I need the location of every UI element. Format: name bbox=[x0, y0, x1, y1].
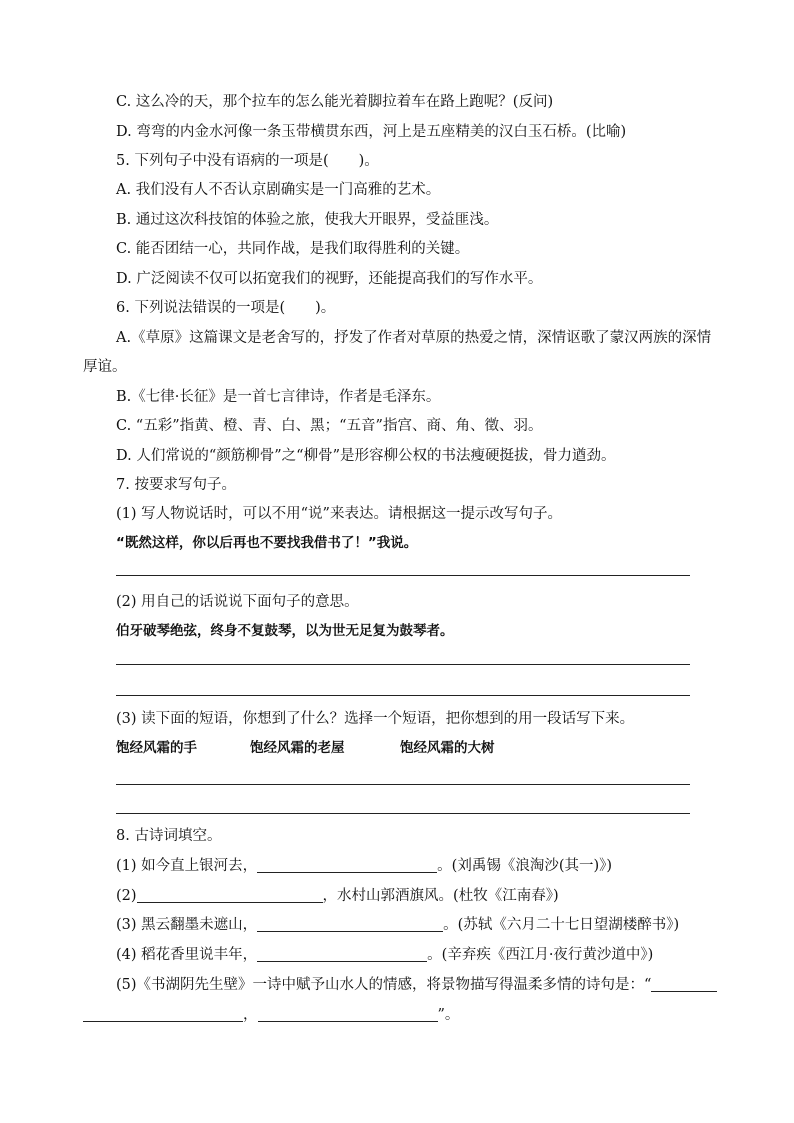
q8-title: 8. 古诗词填空。 bbox=[116, 828, 222, 844]
q7-sub2-answer-line-2[interactable] bbox=[116, 695, 690, 696]
q5-option-c: C. 能否团结一心，共同作战，是我们取得胜利的关键。 bbox=[116, 241, 470, 257]
q8-item-3-blank[interactable] bbox=[257, 916, 443, 932]
q8-item-4-blank[interactable] bbox=[257, 946, 427, 962]
q8-item-5-line2 bbox=[83, 1005, 459, 1025]
q6-option-c: C. “五彩”指黄、橙、青、白、黑；“五音”指宫、商、角、徵、羽。 bbox=[116, 418, 543, 434]
q7-sub2-prompt: (2) 用自己的话说说下面句子的意思。 bbox=[116, 594, 359, 610]
q5-stem-end: )。 bbox=[358, 153, 379, 169]
q6-stem-end: )。 bbox=[315, 300, 336, 316]
q8-item-1-before: (1) 如今直上银河去， bbox=[116, 858, 258, 874]
q8-item-3 bbox=[116, 915, 679, 935]
q8-item-2-after: ，水村山郭酒旗风。(杜牧《江南春》) bbox=[322, 888, 559, 904]
q8-item-3-before: (3) 黑云翻墨未遮山， bbox=[116, 917, 258, 933]
q8-item-1-blank[interactable] bbox=[257, 857, 437, 873]
q7-sub3-phrases bbox=[116, 738, 516, 758]
q7-sub2-sentence: 伯牙破琴绝弦，终身不复鼓琴，以为世无足复为鼓琴者。 bbox=[116, 623, 454, 639]
q8-item-4 bbox=[116, 945, 653, 965]
q7-phrase-old-house: 饱经风霜的老屋 bbox=[250, 740, 345, 756]
q8-item-4-before: (4) 稻花香里说丰年， bbox=[116, 947, 258, 963]
q8-item-5-blank-1a[interactable] bbox=[651, 976, 717, 992]
q6-option-d: D. 人们常说的“颜筋柳骨”之“柳骨”是形容柳公权的书法瘦硬挺拔，骨力遒劲。 bbox=[116, 448, 616, 464]
q8-item-5-comma: ， bbox=[243, 1007, 258, 1023]
q8-item-5-line1 bbox=[116, 975, 717, 995]
q7-sub1-sentence: “既然这样，你以后再也不要找我借书了！”我说。 bbox=[116, 535, 418, 551]
q7-phrase-hands: 饱经风霜的手 bbox=[116, 740, 197, 756]
q7-sub1-answer-line[interactable] bbox=[116, 575, 690, 576]
q8-item-5-end: ”。 bbox=[437, 1007, 460, 1023]
q7-sub3-prompt: (3) 读下面的短语，你想到了什么？选择一个短语，把你想到的用一段话写下来。 bbox=[116, 711, 635, 727]
q5-stem bbox=[116, 151, 379, 171]
q7-sub2-answer-line-1[interactable] bbox=[116, 664, 690, 665]
q8-item-4-after: 。(辛弃疾《西江月·夜行黄沙道中》) bbox=[427, 947, 654, 963]
q8-item-2-before: (2) bbox=[116, 888, 137, 904]
q5-stem-text: 5. 下列句子中没有语病的一项是( bbox=[116, 153, 329, 169]
q8-item-2 bbox=[116, 886, 559, 906]
q7-sub3-answer-line-1[interactable] bbox=[116, 784, 690, 785]
q4-option-c: C. 这么冷的天，那个拉车的怎么能光着脚拉着车在路上跑呢？(反问) bbox=[116, 94, 554, 110]
q8-item-3-after: 。(苏轼《六月二十七日望湖楼醉书》) bbox=[443, 917, 680, 933]
q7-title: 7. 按要求写句子。 bbox=[116, 477, 236, 493]
q5-option-b: B. 通过这次科技馆的体验之旅，使我大开眼界，受益匪浅。 bbox=[116, 212, 499, 228]
q4-option-d: D. 弯弯的内金水河像一条玉带横贯东西，河上是五座精美的汉白玉石桥。(比喻) bbox=[116, 124, 627, 140]
q6-option-a-line2: 厚谊。 bbox=[83, 359, 127, 375]
q8-item-5-text: (5)《书湖阴先生壁》一诗中赋予山水人的情感，将景物描写得温柔多情的诗句是：“ bbox=[116, 977, 652, 993]
q8-item-5-blank-2[interactable] bbox=[258, 1006, 438, 1022]
q6-stem bbox=[116, 298, 335, 318]
q5-option-d: D. 广泛阅读不仅可以拓宽我们的视野，还能提高我们的写作水平。 bbox=[116, 271, 543, 287]
q6-option-b: B.《七律·长征》是一首七言律诗，作者是毛泽东。 bbox=[116, 389, 441, 405]
q7-phrase-big-tree: 饱经风霜的大树 bbox=[400, 740, 495, 756]
q6-stem-text: 6. 下列说法错误的一项是( bbox=[116, 300, 286, 316]
q8-item-2-blank[interactable] bbox=[137, 887, 323, 903]
q8-item-5-blank-1b[interactable] bbox=[83, 1006, 243, 1022]
q6-option-a-line1: A.《草原》这篇课文是老舍写的，抒发了作者对草原的热爱之情，深情讴歌了蒙汉两族的深情 bbox=[116, 330, 712, 346]
q7-sub1-prompt: (1) 写人物说话时，可以不用“说”来表达。请根据这一提示改写句子。 bbox=[116, 506, 562, 522]
q7-sub3-answer-line-2[interactable] bbox=[116, 813, 690, 814]
q5-option-a: A. 我们没有人不否认京剧确实是一门高雅的艺术。 bbox=[116, 182, 441, 198]
q8-item-1 bbox=[116, 856, 612, 876]
q8-item-1-after: 。(刘禹锡《浪淘沙(其一)》) bbox=[437, 858, 613, 874]
